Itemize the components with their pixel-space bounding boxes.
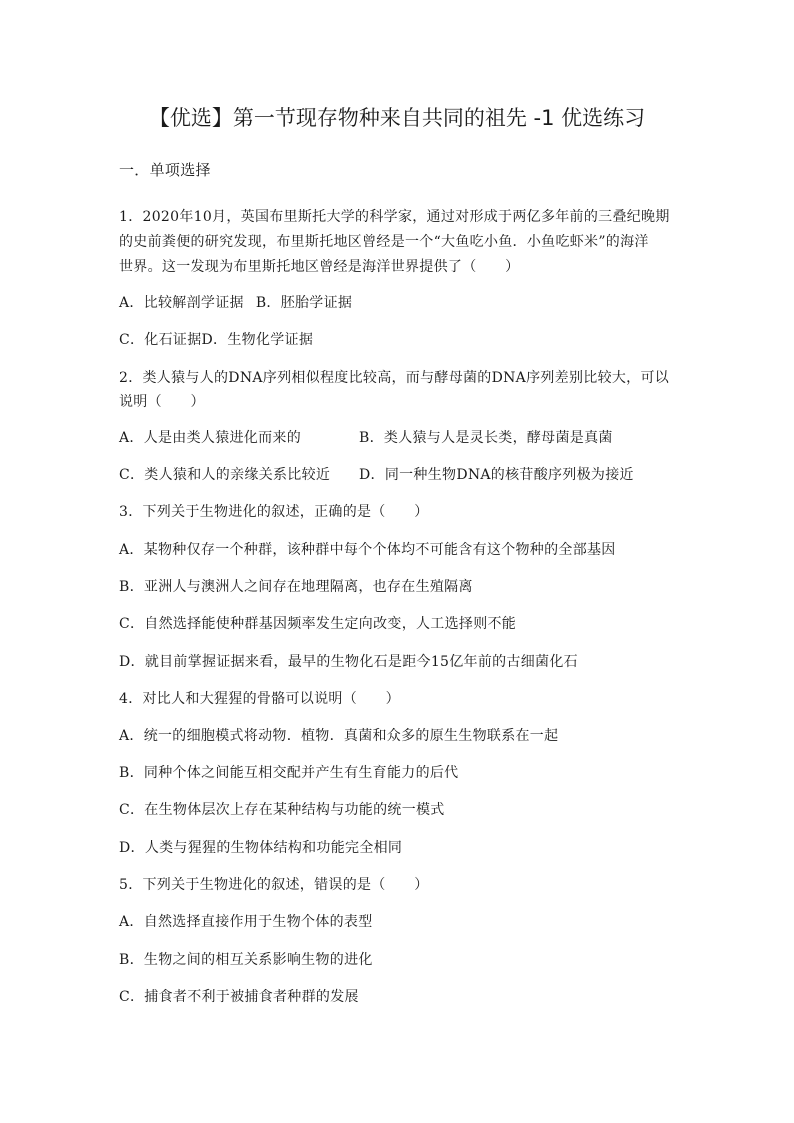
question-1-options-row-1 bbox=[119, 293, 679, 313]
question-1-option-a: A．比较解剖学证据 bbox=[119, 295, 244, 311]
question-2-option-c: C．类人猿和人的亲缘关系比较近 bbox=[119, 467, 331, 483]
document-title: 【优选】第一节现存物种来自共同的祖先 -1 优选练习 bbox=[148, 106, 646, 130]
question-5-option-a: A．自然选择直接作用于生物个体的表型 bbox=[119, 914, 373, 930]
question-5-option-c: C．捕食者不利于被捕食者种群的发展 bbox=[119, 989, 359, 1005]
question-4-option-b: B．同种个体之间能互相交配并产生有生育能力的后代 bbox=[119, 765, 459, 781]
question-2-option-b: B．类人猿与人是灵长类，酵母菌是真菌 bbox=[359, 430, 613, 446]
question-4-stem: 4．对比人和大猩猩的骨骼可以说明（ ） bbox=[119, 691, 400, 707]
question-3-option-c: C．自然选择能使种群基因频率发生定向改变，人工选择则不能 bbox=[119, 616, 517, 632]
question-5-stem: 5．下列关于生物进化的叙述，错误的是（ ） bbox=[119, 877, 429, 893]
question-2-option-d: D．同一种生物DNA的核苷酸序列极为接近 bbox=[359, 467, 634, 483]
question-1-option-c: C．化石证据 bbox=[119, 332, 202, 348]
question-2-stem-line-2: 说明（ ） bbox=[119, 394, 205, 410]
question-1-stem-line-3: 世界。这一发现为布里斯托地区曾经是海洋世界提供了（ ） bbox=[119, 259, 520, 275]
question-3-stem: 3．下列关于生物进化的叙述，正确的是（ ） bbox=[119, 504, 429, 520]
question-2-options-row-1 bbox=[119, 428, 679, 448]
question-3-option-d: D．就目前掌握证据来看，最早的生物化石是距今15亿年前的古细菌化石 bbox=[119, 654, 578, 670]
question-2-options-row-2 bbox=[119, 465, 679, 485]
question-1-stem-line-2: 的史前粪便的研究发现，布里斯托地区曾经是一个“大鱼吃小鱼．小鱼吃虾米”的海洋 bbox=[119, 234, 649, 250]
question-1-option-d: D．生物化学证据 bbox=[201, 332, 314, 348]
question-1-options-row-2 bbox=[119, 330, 679, 350]
question-2-stem-line-1: 2．类人猿与人的DNA序列相似程度比较高，而与酵母菌的DNA序列差别比较大，可以 bbox=[119, 370, 670, 386]
question-3-option-b: B．亚洲人与澳洲人之间存在地理隔离，也存在生殖隔离 bbox=[119, 579, 473, 595]
question-1-option-b: B．胚胎学证据 bbox=[255, 295, 353, 311]
section-heading: 一．单项选择 bbox=[119, 161, 211, 179]
question-3-option-a: A．某物种仅存一个种群，该种群中每个个体均不可能含有这个物种的全部基因 bbox=[119, 542, 616, 558]
question-4-option-d: D．人类与猩猩的生物体结构和功能完全相同 bbox=[119, 840, 403, 856]
question-2-option-a: A．人是由类人猿进化而来的 bbox=[119, 430, 302, 446]
question-4-option-a: A．统一的细胞模式将动物．植物．真菌和众多的原生生物联系在一起 bbox=[119, 728, 559, 744]
question-5-option-b: B．生物之间的相互关系影响生物的进化 bbox=[119, 952, 373, 968]
question-4-option-c: C．在生物体层次上存在某种结构与功能的统一模式 bbox=[119, 802, 445, 818]
question-1-stem-line-1: 1．2020年10月，英国布里斯托大学的科学家，通过对形成于两亿多年前的三叠纪晚期 bbox=[119, 209, 670, 225]
